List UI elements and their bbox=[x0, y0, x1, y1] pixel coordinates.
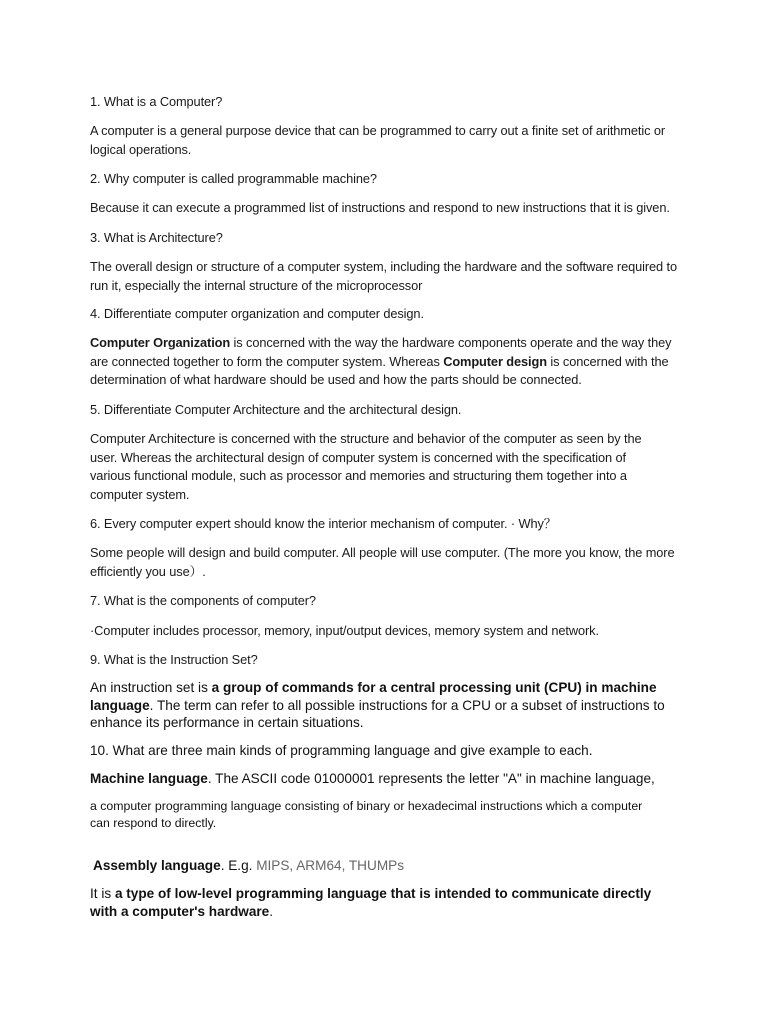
question-1: 1. What is a Computer? bbox=[90, 94, 223, 109]
term-machine-language: Machine language bbox=[90, 771, 208, 786]
answer-5: Computer Architecture is concerned with the structure and behavior of the computer as seen by the user. Whereas the architectural design of computer system is concerned with the specification of various functional module, such as processor and memories and structuring them together into a computer system. bbox=[90, 431, 642, 502]
instruction-set-definition: a group of commands for a central processing unit (CPU) in machine language bbox=[90, 680, 657, 713]
question-9: 9. What is the Instruction Set? bbox=[90, 652, 258, 667]
assembly-examples: MIPS, ARM64, THUMPs bbox=[256, 858, 405, 873]
question-4: 4. Differentiate computer organization and computer design. bbox=[90, 306, 424, 321]
assembly-language-line: Assembly language. E.g. MIPS, ARM64, THUMPs bbox=[93, 858, 405, 873]
question-3: 3. What is Architecture? bbox=[90, 230, 223, 245]
machine-language-definition: a computer programming language consisting of binary or hexadecimal instructions which a computer can respond to directly. bbox=[90, 799, 643, 830]
answer-1: A computer is a general purpose device that can be programmed to carry out a finite set of arithmetic or logical operations. bbox=[90, 123, 666, 157]
answer-9: An instruction set is a group of commands for a central processing unit (CPU) in machine language. The term can refer to all possible instructions for a CPU or a subset of instructions to enhance its performance in certain situations. bbox=[90, 680, 665, 730]
answer-3: The overall design or structure of a computer system, including the hardware and the software required to run it, especially the internal structure of the microprocessor bbox=[90, 259, 677, 293]
question-10: 10. What are three main kinds of programming language and give example to each. bbox=[90, 743, 593, 758]
answer-7: ·Computer includes processor, memory, input/output devices, memory system and network. bbox=[90, 623, 599, 638]
term-computer-organization: Computer Organization bbox=[90, 335, 231, 350]
machine-language-line: Machine language. The ASCII code 01000001 represents the letter "A" in machine language, bbox=[90, 771, 655, 786]
question-7: 7. What is the components of computer? bbox=[90, 593, 316, 608]
term-assembly-language: Assembly language bbox=[93, 858, 221, 873]
question-6: 6. Every computer expert should know the interior mechanism of computer. · Why？ bbox=[90, 516, 557, 531]
assembly-definition-bold: a type of low-level programming language that is intended to communicate directly with a computer's hardware bbox=[90, 886, 652, 919]
assembly-language-definition: It is a type of low-level programming language that is intended to communicate directly with a computer's hardware. bbox=[90, 886, 652, 919]
answer-6: Some people will design and build computer. All people will use computer. (The more you know, the more efficiently you use）. bbox=[90, 545, 675, 579]
question-2: 2. Why computer is called programmable machine? bbox=[90, 171, 377, 186]
question-5: 5. Differentiate Computer Architecture and the architectural design. bbox=[90, 402, 462, 417]
answer-2: Because it can execute a programmed list of instructions and respond to new instructions that it is given. bbox=[90, 200, 670, 215]
term-computer-design: Computer design bbox=[443, 353, 547, 369]
answer-4: Computer Organization is concerned with the way the hardware components operate and the way they are connected together to form the computer system. Whereas Computer design is concerned with the determination of what hardware should be used and how the parts should be connected. bbox=[90, 335, 672, 387]
